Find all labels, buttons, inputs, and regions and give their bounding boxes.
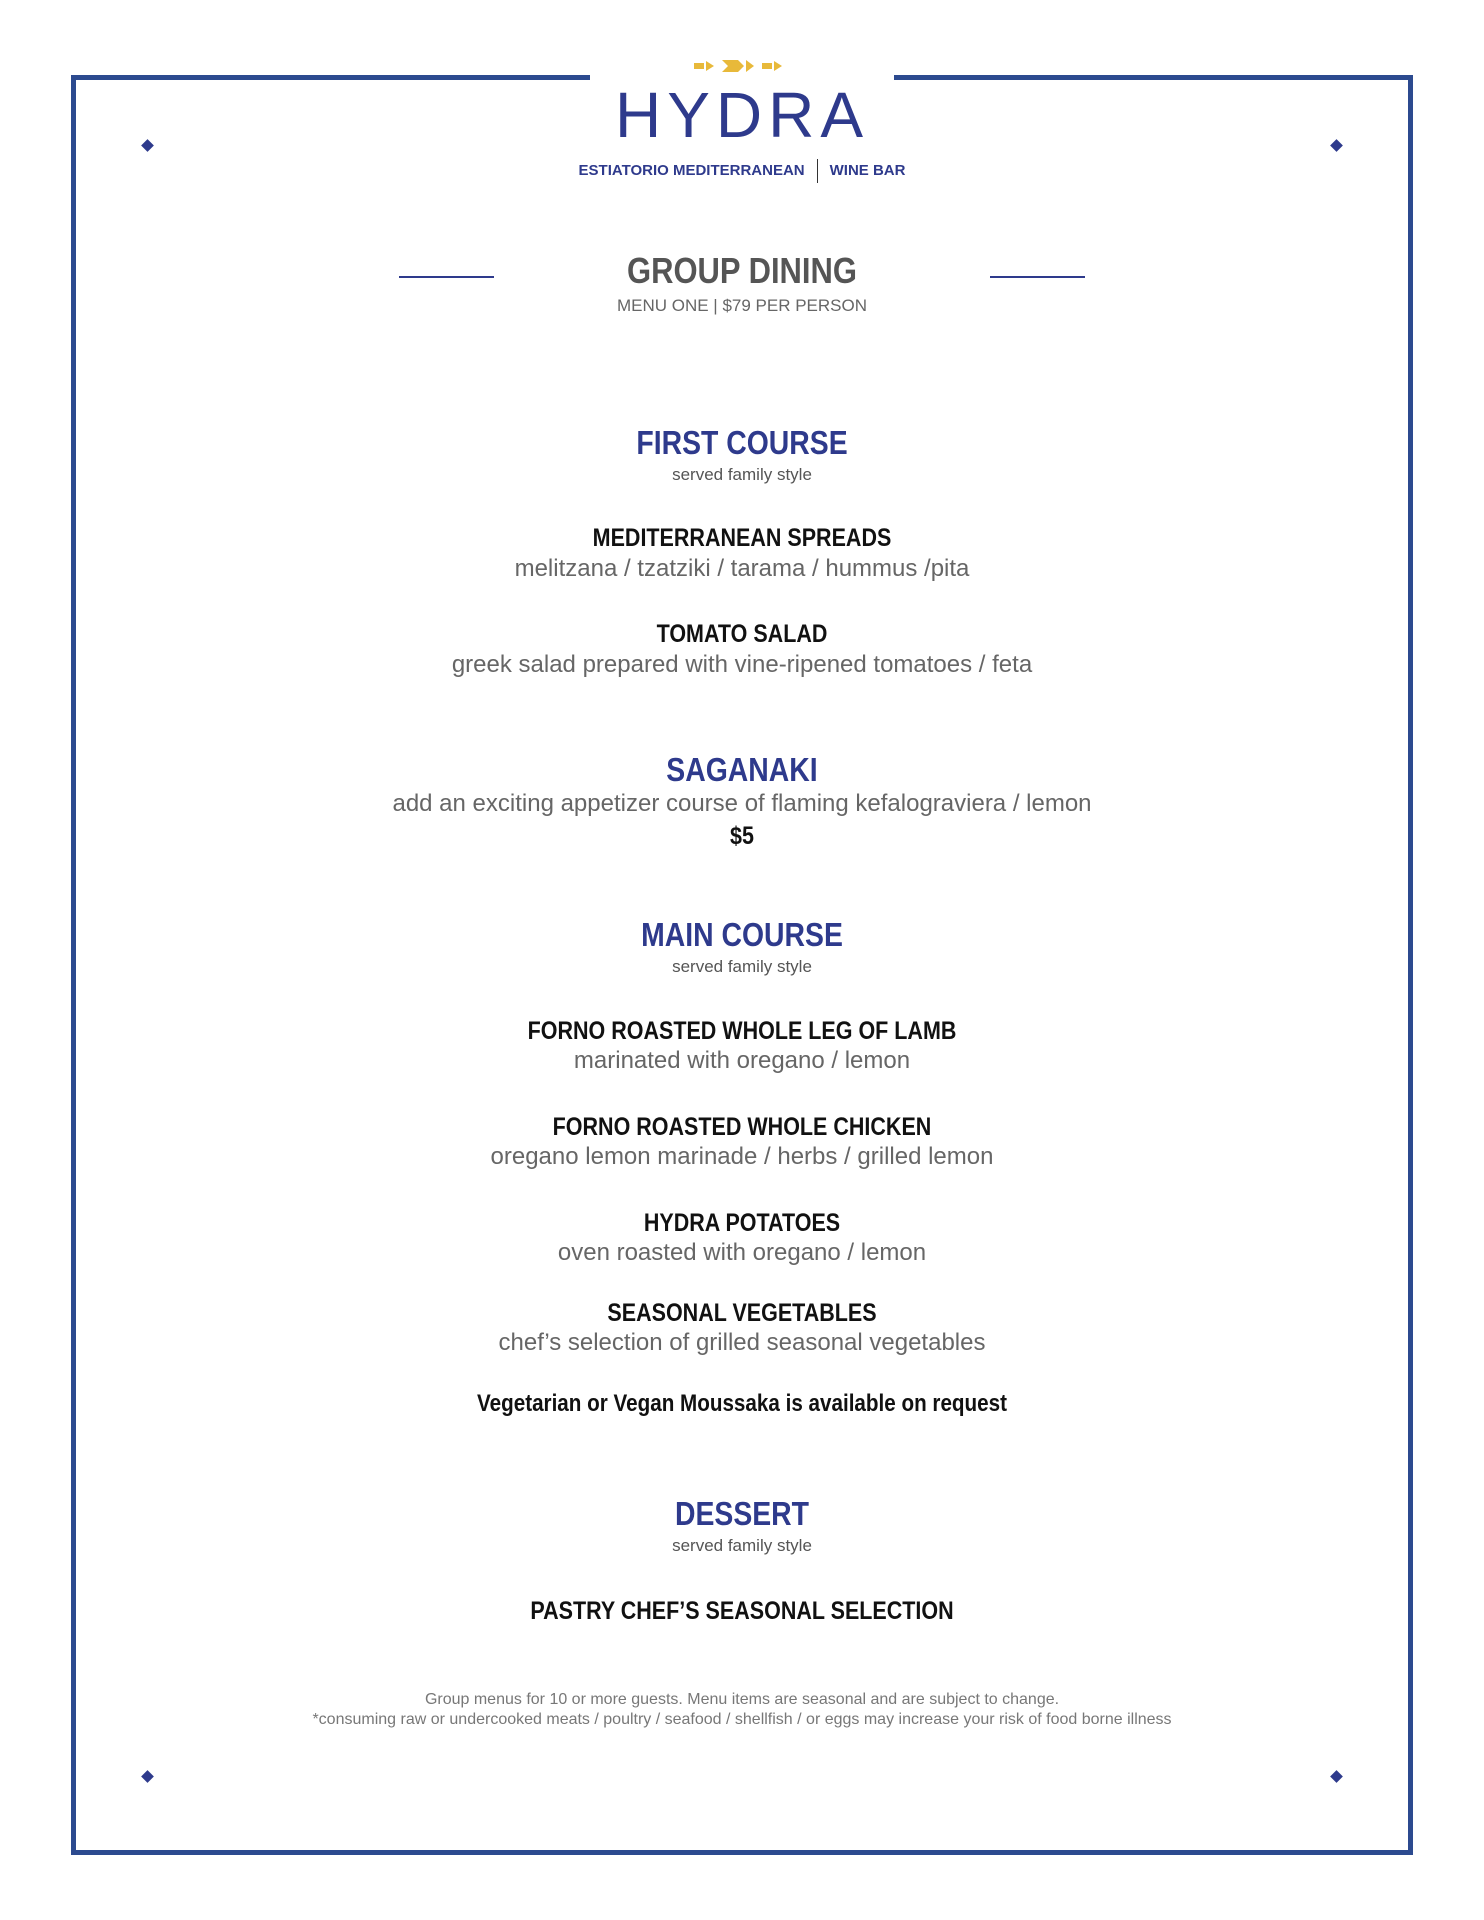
menu-item-name: FORNO ROASTED WHOLE LEG OF LAMB	[527, 1017, 957, 1045]
saganaki-desc: add an exciting appetizer course of flaming kefalograviera / lemon	[392, 790, 1092, 817]
tagline	[0, 159, 1484, 183]
menu-item-desc: melitzana / tzatziki / tarama / hummus /pita	[514, 555, 970, 582]
menu-item-name: HYDRA POTATOES	[643, 1209, 841, 1237]
tagline-divider	[817, 159, 818, 183]
menu-item-desc: oven roasted with oregano / lemon	[557, 1239, 927, 1266]
footer-line-2: *consuming raw or undercooked meats / poultry / seafood / shellfish / or eggs may increase your risk of food borne illness	[312, 1711, 1172, 1728]
logo: HYDRA	[614, 79, 870, 151]
saganaki-heading: SAGANAKI	[666, 751, 818, 788]
menu-item-desc: chef’s selection of grilled seasonal vegetables	[498, 1329, 986, 1356]
page-title: GROUP DINING	[627, 250, 857, 291]
menu-item-desc: marinated with oregano / lemon	[573, 1047, 911, 1074]
dessert-note: served family style	[672, 1536, 812, 1555]
menu-subtitle: MENU ONE | $79 PER PERSON	[616, 296, 868, 315]
main-course-heading: MAIN COURSE	[641, 916, 843, 953]
first-course-note: served family style	[672, 465, 812, 484]
menu-item-name: FORNO ROASTED WHOLE CHICKEN	[552, 1113, 932, 1141]
main-course-note: served family style	[672, 957, 812, 976]
tagline-restaurant: ESTIATORIO MEDITERRANEAN	[578, 161, 805, 179]
menu-item-desc: greek salad prepared with vine-ripened tomatoes / feta	[451, 651, 1033, 678]
menu-item-name: TOMATO SALAD	[656, 620, 828, 648]
dessert-heading: DESSERT	[674, 1495, 810, 1532]
first-course-heading: FIRST COURSE	[636, 424, 848, 461]
footer-line-1: Group menus for 10 or more guests. Menu items are seasonal and are subject to change.	[424, 1691, 1060, 1708]
menu-item-name: MEDITERRANEAN SPREADS	[592, 524, 892, 552]
menu-item-name: SEASONAL VEGETABLES	[607, 1299, 877, 1327]
vegetarian-note: Vegetarian or Vegan Moussaka is available on request	[476, 1390, 1007, 1417]
menu-item-desc: oregano lemon marinade / herbs / grilled lemon	[490, 1143, 994, 1170]
saganaki-price: $5	[730, 822, 754, 850]
menu-item-name: PASTRY CHEF’S SEASONAL SELECTION	[530, 1597, 954, 1625]
tagline-wine-bar: WINE BAR	[829, 161, 906, 179]
